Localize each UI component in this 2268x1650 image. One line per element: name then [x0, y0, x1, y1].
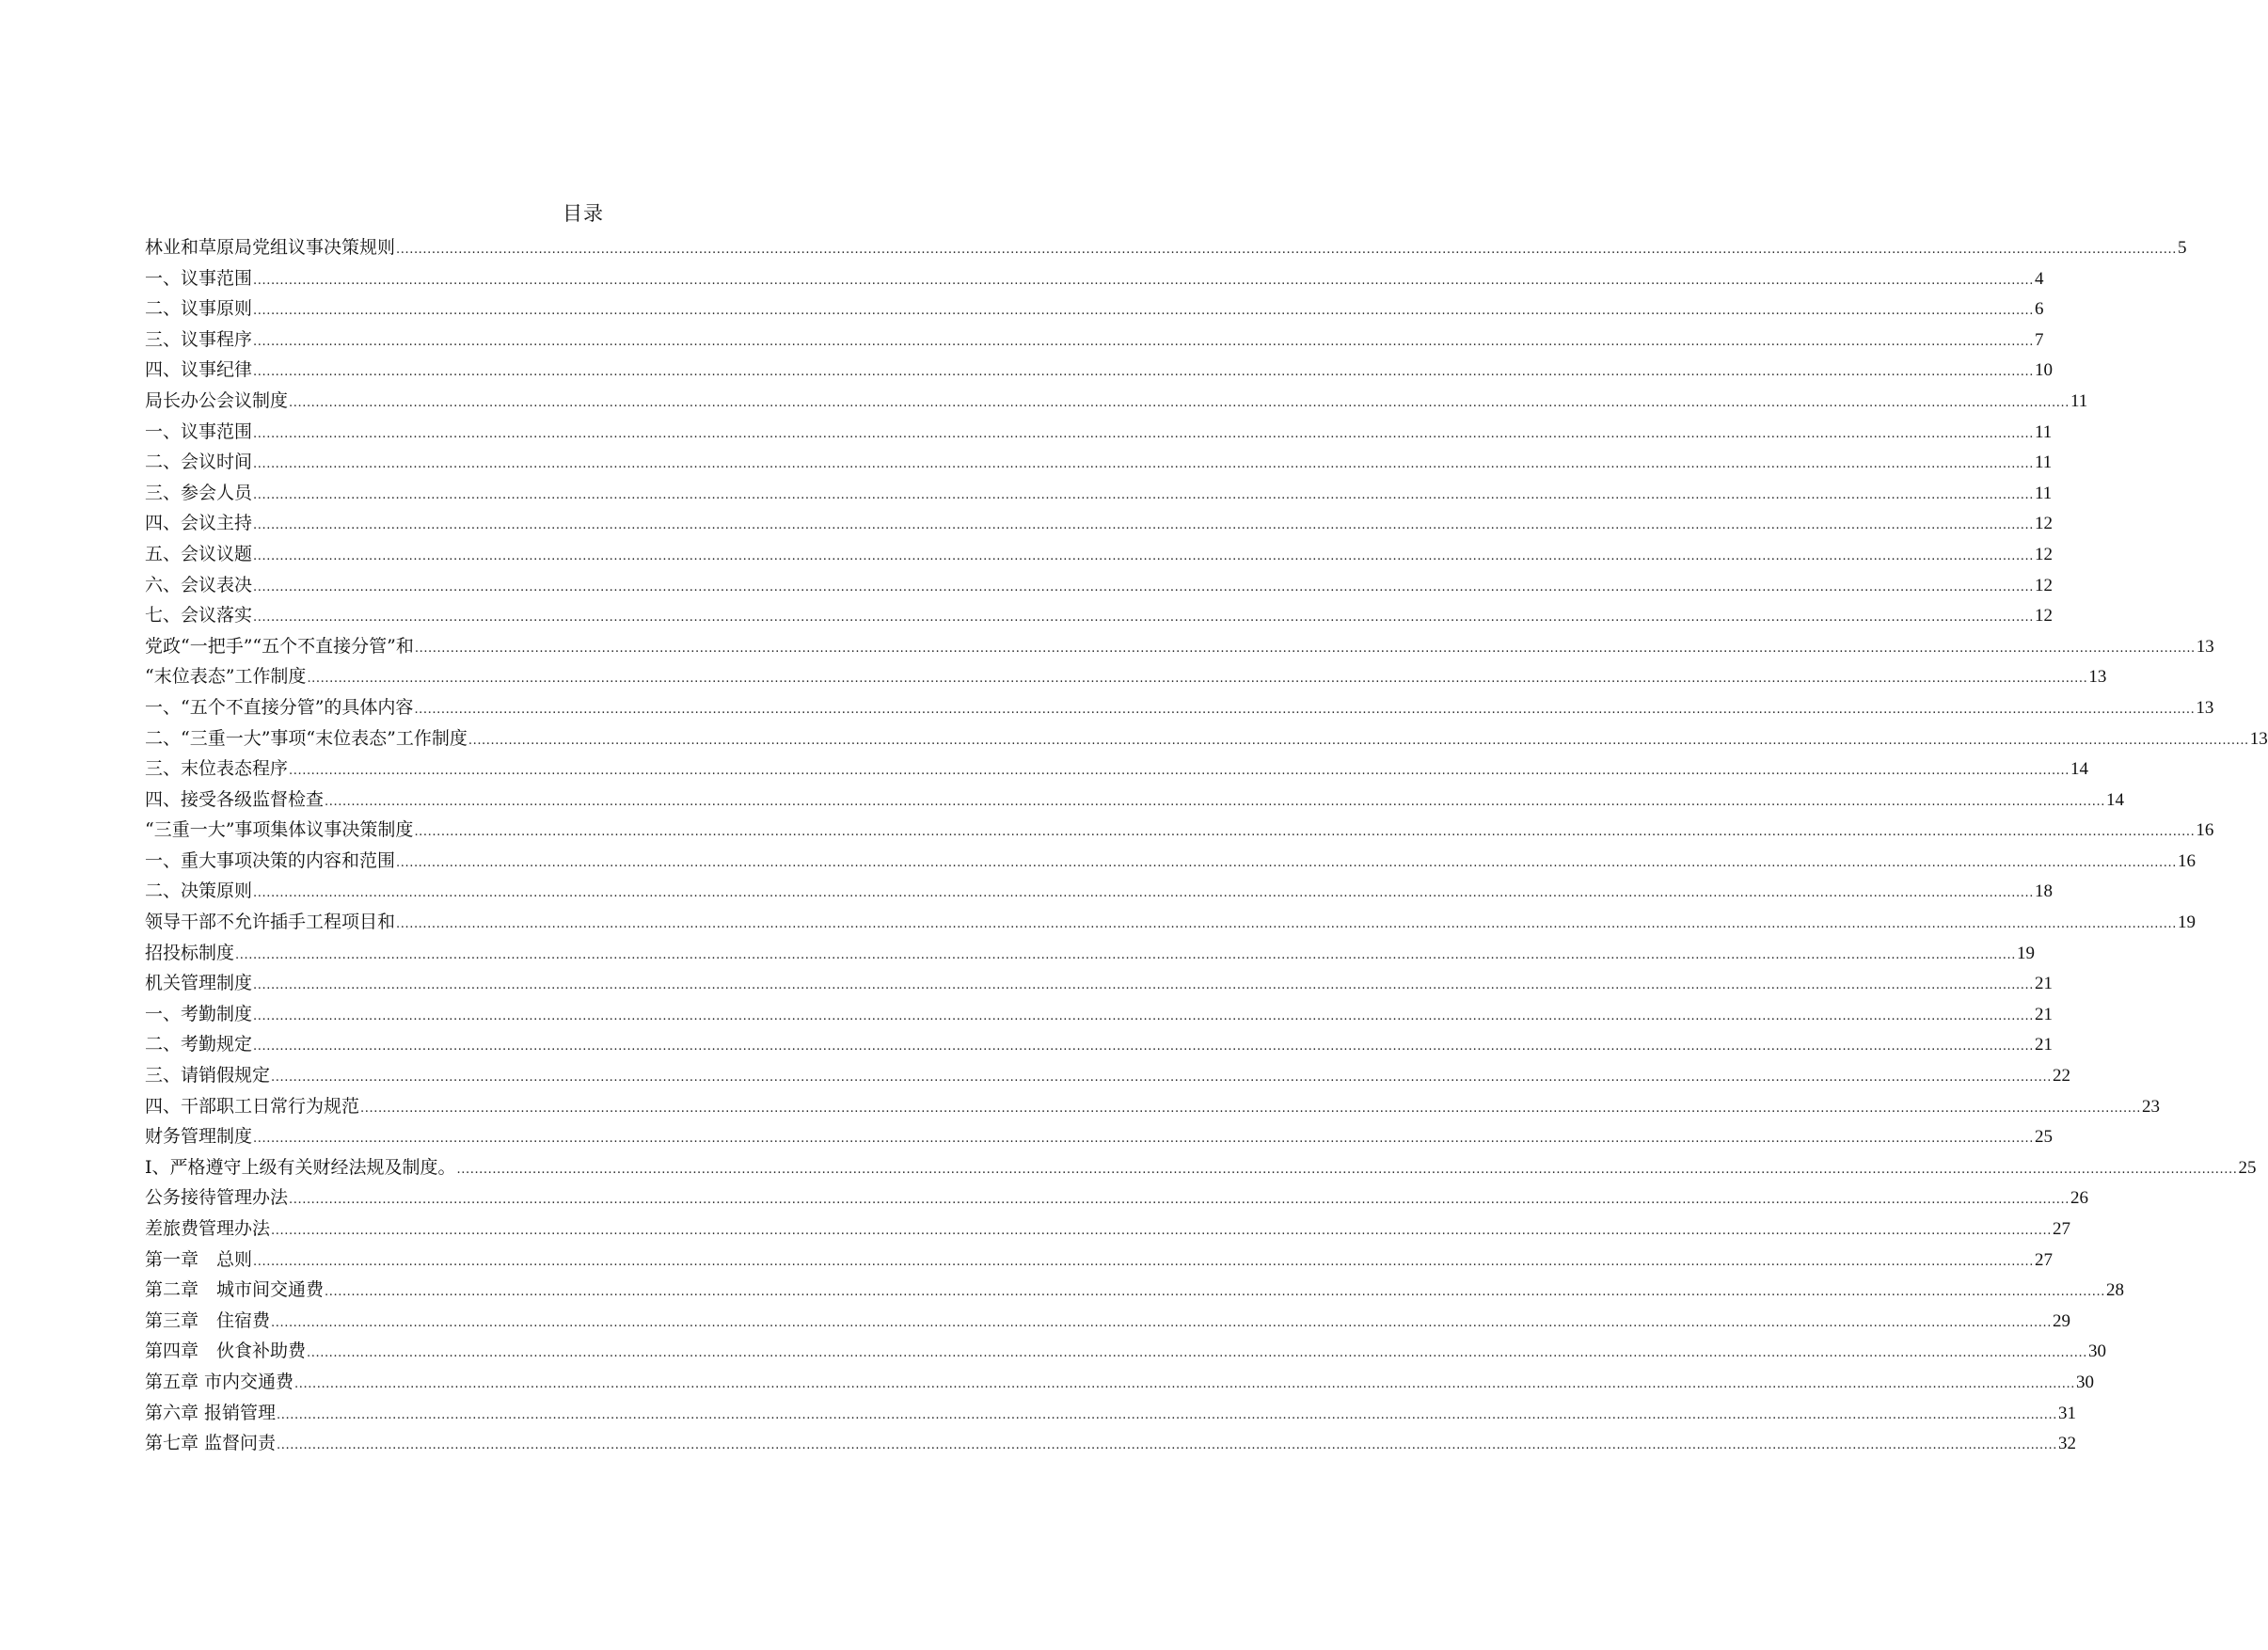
toc-entry-page-number: 10 [2034, 360, 2053, 381]
toc-entry-page-number: 29 [2052, 1310, 2070, 1331]
toc-entry-label: 第四章 伙食补助费 [145, 1341, 307, 1362]
toc-title: 目录 [563, 202, 604, 225]
toc-dot-leader: ................................................................................................................................................................................................................................................................................................................................................................................................................ [396, 855, 2177, 870]
toc-dot-leader: ................................................................................................................................................................................................................................................................................................................................................................................................................ [253, 1132, 2034, 1147]
toc-entry-page-number: 19 [2177, 912, 2196, 933]
toc-entry-page-number: 30 [2087, 1341, 2106, 1362]
toc-dot-leader: ................................................................................................................................................................................................................................................................................................................................................................................................................ [325, 1285, 2105, 1300]
toc-entry-label: 一、议事范围 [145, 267, 253, 289]
toc-entry-label: 林业和草原局党组议事决策规则 [145, 237, 396, 258]
toc-entry[interactable] [145, 325, 2044, 356]
toc-entry-label: 局长办公会议制度 [145, 389, 289, 411]
toc-entry[interactable] [145, 232, 2187, 263]
toc-entry-page-number: 6 [2034, 299, 2044, 320]
toc-dot-leader: ................................................................................................................................................................................................................................................................................................................................................................................................................ [277, 1438, 2057, 1453]
toc-entry-page-number: 30 [2075, 1372, 2094, 1392]
toc-entry-label: “末位表态”工作制度 [145, 666, 307, 688]
toc-dot-leader: ................................................................................................................................................................................................................................................................................................................................................................................................................ [325, 794, 2105, 809]
toc-entry-label: 财务管理制度 [145, 1126, 253, 1148]
toc-entry[interactable] [145, 294, 2044, 325]
toc-entry-page-number: 14 [2105, 789, 2124, 810]
toc-dot-leader: ................................................................................................................................................................................................................................................................................................................................................................................................................ [253, 487, 2034, 502]
toc-entry-page-number: 28 [2105, 1280, 2124, 1301]
toc-entry-label: 一、“五个不直接分管”的具体内容 [145, 696, 414, 718]
toc-entry[interactable] [145, 1029, 2053, 1060]
toc-entry-page-number: 5 [2177, 238, 2187, 258]
toc-entry-label: “三重一大”事项集体议事决策制度 [145, 819, 414, 841]
toc-dot-leader: ................................................................................................................................................................................................................................................................................................................................................................................................................ [396, 917, 2177, 932]
toc-entry[interactable] [145, 478, 2053, 509]
toc-dot-leader: ................................................................................................................................................................................................................................................................................................................................................................................................................ [253, 334, 2034, 349]
toc-dot-leader: ................................................................................................................................................................................................................................................................................................................................................................................................................ [253, 426, 2034, 441]
toc-entry-page-number: 21 [2034, 1035, 2053, 1055]
toc-entry-label: 四、接受各级监督检查 [145, 788, 325, 810]
toc-dot-leader: ................................................................................................................................................................................................................................................................................................................................................................................................................ [289, 764, 2070, 779]
toc-dot-leader: ................................................................................................................................................................................................................................................................................................................................................................................................................ [253, 579, 2034, 595]
toc-entry[interactable] [145, 508, 2053, 539]
toc-entry[interactable] [145, 785, 2124, 816]
toc-dot-leader: ................................................................................................................................................................................................................................................................................................................................................................................................................ [253, 365, 2034, 380]
toc-entry-page-number: 19 [2016, 943, 2035, 963]
toc-dot-leader: ................................................................................................................................................................................................................................................................................................................................................................................................................ [253, 1039, 2034, 1055]
toc-entry-page-number: 23 [2141, 1096, 2160, 1117]
toc-entry[interactable] [145, 999, 2053, 1030]
toc-entry-page-number: 27 [2034, 1249, 2053, 1270]
toc-dot-leader: ................................................................................................................................................................................................................................................................................................................................................................................................................ [271, 1315, 2052, 1330]
toc-entry-label: 机关管理制度 [145, 973, 253, 994]
toc-entry[interactable] [145, 846, 2196, 877]
toc-entry-page-number: 21 [2034, 1004, 2053, 1024]
toc-entry-page-number: 26 [2070, 1188, 2088, 1209]
toc-entry-label: 二、议事原则 [145, 298, 253, 320]
toc-entry-page-number: 13 [2196, 636, 2214, 657]
toc-entry-label: 一、议事范围 [145, 420, 253, 442]
toc-entry[interactable] [145, 1398, 2076, 1429]
toc-entry[interactable] [145, 631, 2214, 662]
toc-entry-page-number: 13 [2249, 728, 2268, 749]
toc-entry-page-number: 11 [2034, 483, 2053, 503]
toc-entry[interactable] [145, 907, 2196, 938]
toc-entry-label: 招投标制度 [145, 942, 235, 963]
toc-dot-leader: ................................................................................................................................................................................................................................................................................................................................................................................................................ [289, 395, 2070, 410]
toc-entry-label: 第七章 监督问责 [145, 1433, 277, 1454]
toc-entry[interactable] [145, 1091, 2160, 1122]
toc-dot-leader: ................................................................................................................................................................................................................................................................................................................................................................................................................ [235, 947, 2016, 962]
toc-dot-leader: ................................................................................................................................................................................................................................................................................................................................................................................................................ [271, 1224, 2052, 1238]
toc-dot-leader: ................................................................................................................................................................................................................................................................................................................................................................................................................ [271, 1071, 2052, 1086]
toc-entry-label: 二、决策原则 [145, 881, 253, 902]
toc-entry[interactable] [145, 1336, 2106, 1367]
toc-entry-page-number: 11 [2034, 452, 2053, 473]
toc-entry-label: 四、议事纪律 [145, 359, 253, 381]
toc-entry[interactable] [145, 1306, 2070, 1337]
toc-dot-leader: ................................................................................................................................................................................................................................................................................................................................................................................................................ [253, 1254, 2034, 1269]
toc-entry-label: Ⅰ、严格遵守上级有关财经法规及制度。 [145, 1156, 456, 1178]
toc-entry-label: 领导干部不允许插手工程项目和 [145, 912, 396, 933]
toc-entry[interactable] [145, 1121, 2053, 1152]
toc-dot-leader: ................................................................................................................................................................................................................................................................................................................................................................................................................ [253, 304, 2034, 319]
toc-entry[interactable] [145, 1214, 2070, 1245]
toc-dot-leader: ................................................................................................................................................................................................................................................................................................................................................................................................................ [253, 548, 2034, 563]
toc-entry[interactable] [145, 661, 2107, 692]
toc-entry-label: 二、会议时间 [145, 452, 253, 473]
toc-entry-label: 一、考勤制度 [145, 1003, 253, 1024]
toc-entry[interactable] [145, 1245, 2053, 1276]
toc-dot-leader: ................................................................................................................................................................................................................................................................................................................................................................................................................ [253, 1008, 2034, 1023]
toc-dot-leader: ................................................................................................................................................................................................................................................................................................................................................................................................................ [253, 273, 2034, 288]
toc-entry-label: 第二章 城市间交通费 [145, 1279, 325, 1301]
toc-dot-leader: ................................................................................................................................................................................................................................................................................................................................................................................................................ [307, 672, 2088, 687]
toc-list [145, 232, 2268, 1459]
toc-dot-leader: ................................................................................................................................................................................................................................................................................................................................................................................................................ [414, 825, 2196, 840]
toc-entry-label: 七、会议落实 [145, 605, 253, 627]
toc-dot-leader: ................................................................................................................................................................................................................................................................................................................................................................................................................ [253, 886, 2034, 901]
toc-entry-label: 差旅费管理办法 [145, 1218, 271, 1239]
toc-entry[interactable] [145, 692, 2214, 723]
toc-entry[interactable] [145, 539, 2053, 570]
toc-entry-page-number: 16 [2196, 820, 2214, 841]
toc-entry-page-number: 16 [2177, 850, 2196, 871]
toc-entry-label: 三、末位表态程序 [145, 758, 289, 780]
toc-entry-label: 五、会议议题 [145, 543, 253, 564]
toc-entry[interactable] [145, 876, 2053, 907]
toc-entry-page-number: 25 [2238, 1157, 2257, 1178]
toc-dot-leader: ................................................................................................................................................................................................................................................................................................................................................................................................................ [253, 611, 2034, 626]
toc-entry-page-number: 12 [2034, 544, 2053, 564]
toc-dot-leader: ................................................................................................................................................................................................................................................................................................................................................................................................................ [414, 702, 2196, 717]
toc-entry-page-number: 13 [2196, 697, 2214, 718]
toc-entry-page-number: 12 [2034, 514, 2053, 534]
toc-dot-leader: ................................................................................................................................................................................................................................................................................................................................................................................................................ [307, 1346, 2087, 1361]
toc-entry-label: 第一章 总则 [145, 1248, 253, 1270]
toc-entry-label: 第五章 市内交通费 [145, 1371, 294, 1392]
toc-dot-leader: ................................................................................................................................................................................................................................................................................................................................................................................................................ [289, 1193, 2070, 1208]
toc-entry[interactable] [145, 600, 2053, 631]
toc-entry-label: 第六章 报销管理 [145, 1402, 277, 1423]
toc-entry-page-number: 12 [2034, 575, 2053, 595]
toc-entry-page-number: 21 [2034, 974, 2053, 994]
toc-entry-label: 三、请销假规定 [145, 1065, 271, 1087]
toc-entry-label: 一、重大事项决策的内容和范围 [145, 849, 396, 871]
toc-entry-page-number: 18 [2034, 881, 2053, 902]
toc-entry[interactable] [145, 723, 2268, 754]
toc-entry[interactable] [145, 1367, 2094, 1398]
toc-dot-leader: ................................................................................................................................................................................................................................................................................................................................................................................................................ [294, 1376, 2075, 1391]
toc-entry-label: 四、干部职工日常行为规范 [145, 1095, 360, 1117]
toc-dot-leader: ................................................................................................................................................................................................................................................................................................................................................................................................................ [396, 243, 2177, 257]
toc-entry-page-number: 14 [2070, 759, 2088, 780]
toc-entry-page-number: 32 [2057, 1434, 2076, 1454]
toc-entry-page-number: 7 [2034, 329, 2044, 350]
toc-dot-leader: ................................................................................................................................................................................................................................................................................................................................................................................................................ [253, 518, 2034, 533]
toc-entry-label: 三、议事程序 [145, 328, 253, 350]
toc-entry-label: 公务接待管理办法 [145, 1187, 289, 1209]
toc-entry[interactable] [145, 447, 2053, 478]
toc-dot-leader: ................................................................................................................................................................................................................................................................................................................................................................................................................ [253, 457, 2034, 472]
toc-dot-leader: ................................................................................................................................................................................................................................................................................................................................................................................................................ [456, 1162, 2238, 1177]
toc-dot-leader: ................................................................................................................................................................................................................................................................................................................................................................................................................ [253, 978, 2034, 993]
toc-entry-label: 二、考勤规定 [145, 1034, 253, 1055]
toc-dot-leader: ................................................................................................................................................................................................................................................................................................................................................................................................................ [468, 733, 2249, 748]
toc-entry-page-number: 31 [2057, 1403, 2076, 1423]
toc-entry-label: 四、会议主持 [145, 513, 253, 534]
toc-entry-page-number: 22 [2052, 1066, 2070, 1087]
toc-entry-label: 六、会议表决 [145, 574, 253, 595]
toc-entry[interactable] [145, 754, 2088, 785]
toc-dot-leader: ................................................................................................................................................................................................................................................................................................................................................................................................................ [277, 1407, 2057, 1422]
toc-entry-page-number: 11 [2034, 421, 2053, 442]
toc-entry[interactable] [145, 938, 2035, 969]
toc-entry-page-number: 27 [2052, 1219, 2070, 1239]
toc-entry[interactable] [145, 1428, 2076, 1459]
toc-entry-page-number: 12 [2034, 606, 2053, 627]
toc-entry[interactable] [145, 1182, 2088, 1214]
toc-entry-page-number: 4 [2034, 268, 2044, 289]
toc-entry[interactable] [145, 355, 2053, 386]
toc-entry-label: 二、“三重一大”事项“末位表态”工作制度 [145, 727, 468, 749]
toc-entry-label: 三、参会人员 [145, 482, 253, 503]
toc-entry[interactable] [145, 386, 2088, 417]
toc-entry-label: 第三章 住宿费 [145, 1309, 271, 1331]
toc-entry-page-number: 13 [2088, 667, 2107, 688]
toc-entry[interactable] [145, 263, 2044, 294]
toc-entry[interactable] [145, 1060, 2070, 1091]
toc-entry-page-number: 11 [2070, 390, 2088, 411]
toc-entry[interactable] [145, 417, 2053, 448]
toc-dot-leader: ................................................................................................................................................................................................................................................................................................................................................................................................................ [414, 641, 2196, 656]
toc-entry[interactable] [145, 1275, 2124, 1306]
toc-entry-page-number: 25 [2034, 1127, 2053, 1148]
toc-dot-leader: ................................................................................................................................................................................................................................................................................................................................................................................................................ [360, 1101, 2141, 1116]
toc-entry[interactable] [145, 570, 2053, 601]
toc-entry[interactable] [145, 968, 2053, 999]
toc-entry[interactable] [145, 1152, 2257, 1183]
toc-entry[interactable] [145, 815, 2214, 846]
toc-entry-label: 党政“一把手”“五个不直接分管”和 [145, 635, 414, 657]
